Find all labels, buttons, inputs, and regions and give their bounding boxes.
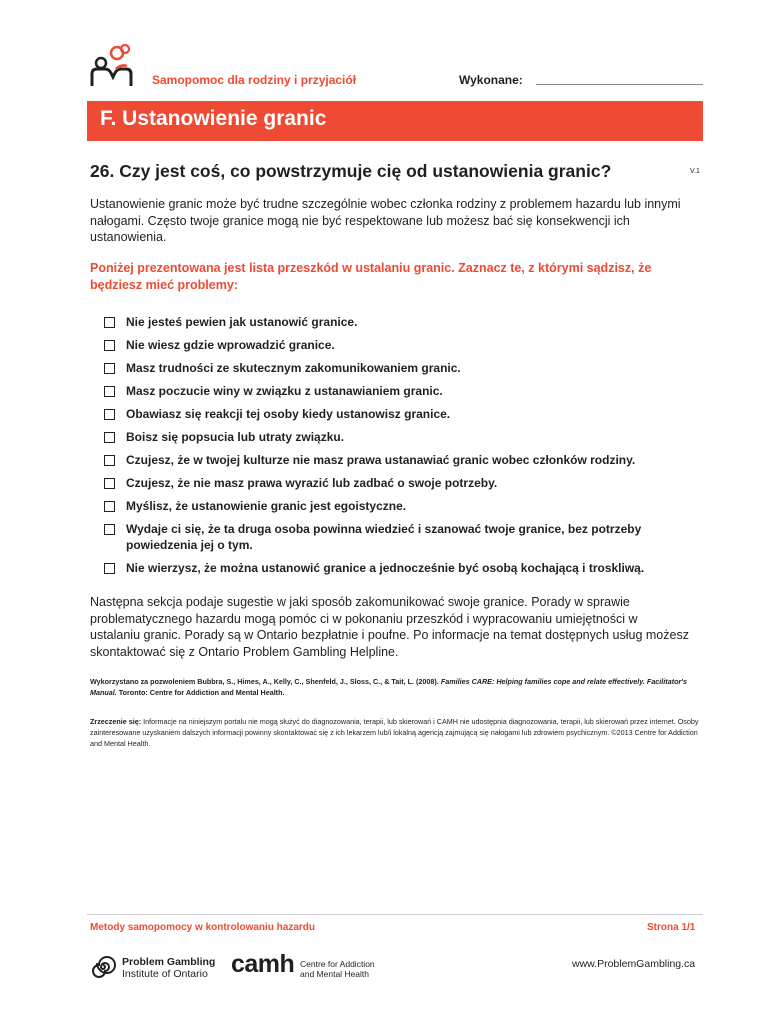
checklist-item bbox=[104, 452, 704, 468]
citation-title: Families CARE: Helping families cope and relate effectively. Facilitator's Manual. bbox=[90, 677, 687, 697]
camh-line1: Centre for Addiction bbox=[300, 959, 375, 969]
checkbox[interactable] bbox=[104, 340, 115, 351]
checklist-item bbox=[104, 383, 704, 399]
checklist-item-label: Masz poczucie winy w związku z ustanawianiem granic. bbox=[126, 384, 443, 398]
pgio-logo-text bbox=[122, 956, 215, 980]
section-title: F. Ustanowienie granic bbox=[100, 107, 327, 130]
disclaimer-label: Zrzeczenie się: bbox=[90, 717, 142, 726]
checklist-item-label: Boisz się popsucia lub utraty związku. bbox=[126, 430, 345, 444]
citation-suffix: Toronto: Centre for Addiction and Mental Health. bbox=[116, 688, 285, 697]
page-number: Strona 1/1 bbox=[647, 922, 696, 933]
checkbox[interactable] bbox=[104, 455, 115, 466]
footer-divider bbox=[87, 914, 703, 915]
checklist-item-label: Nie wierzysz, że można ustanowić granice a jednocześnie być osobą kochającą i troskliwą. bbox=[126, 561, 645, 575]
checkbox[interactable] bbox=[104, 363, 115, 374]
website-link[interactable]: www.ProblemGambling.ca bbox=[572, 958, 696, 970]
checklist-item bbox=[104, 337, 704, 353]
checkbox[interactable] bbox=[104, 563, 115, 574]
checklist-item bbox=[104, 429, 704, 445]
pgio-line1: Problem Gambling bbox=[122, 956, 216, 968]
camh-logo-text bbox=[300, 959, 375, 979]
instruction-text: Poniżej prezentowana jest lista przeszkód w ustalaniu granic. Zaznacz te, z którymi sądzisz, że będziesz mieć problemy: bbox=[90, 261, 652, 292]
intro-paragraph: Ustanowienie granic może być trudne szczególnie wobec członka rodziny z problemem hazardu lub innymi nałogami. Często twoje granice mogą nie być respektowane lub możesz bać się konsekwencji ich ustanowienia. bbox=[90, 197, 681, 244]
checklist-item bbox=[104, 360, 704, 376]
checklist-item bbox=[104, 406, 704, 422]
checklist-item bbox=[104, 475, 704, 491]
checklist-item-label: Myślisz, że ustanowienie granic jest egoistyczne. bbox=[126, 499, 407, 513]
family-logo-icon bbox=[88, 44, 136, 92]
disclaimer bbox=[90, 716, 700, 749]
version-label: V.1 bbox=[690, 168, 700, 175]
checkbox[interactable] bbox=[104, 432, 115, 443]
completed-date-field[interactable] bbox=[536, 84, 703, 85]
footer-title: Metody samopomocy w kontrolowaniu hazardu bbox=[90, 922, 316, 933]
next-section-paragraph: Następna sekcja podaje sugestie w jaki sposób zakomunikować swoje granice. Porady w sprawie problematycznego hazardu mogą pomóc ci w pokonaniu przeszkód i wypracowaniu umiejętności w ustalaniu granic. Porady są w Ontario bezpłatnie i poufne. Po informacje na temat dostępnych usług możesz skontaktować się z Ontario Problem Gambling Helpline. bbox=[90, 595, 689, 659]
checklist-item bbox=[104, 560, 704, 576]
pgio-line2: Institute of Ontario bbox=[122, 968, 208, 980]
completed-label: Wykonane: bbox=[459, 73, 523, 87]
checkbox[interactable] bbox=[104, 317, 115, 328]
camh-line2: and Mental Health bbox=[300, 969, 369, 979]
disclaimer-text: Informacje na niniejszym portalu nie mogą służyć do diagnozowania, terapii, lub skierowań i CAMH nie udostępnia diagnozowania, terapii, lub skierowań przez internet. Osoby zainteresowane uzyskaniem dalszych informacji powinny skontaktować się z ich lekarzem lub/i lokalną agencją zajmującą się nałogami lub zdrowiem psychicznym. ©2013 Centre for Addiction and Mental Health. bbox=[90, 717, 699, 748]
camh-logo: camh bbox=[231, 950, 295, 978]
checkbox[interactable] bbox=[104, 409, 115, 420]
checklist-item-label: Czujesz, że nie masz prawa wyrazić lub zadbać o swoje potrzeby. bbox=[126, 476, 498, 490]
checklist-item-label: Obawiasz się reakcji tej osoby kiedy ustanowisz granice. bbox=[126, 407, 451, 421]
checklist-item bbox=[104, 314, 704, 330]
checklist-item-label: Czujesz, że w twojej kulturze nie masz prawa ustanawiać granic wobec członków rodziny. bbox=[126, 453, 636, 467]
question-title: 26. Czy jest coś, co powstrzymuje cię od ustanowienia granic? bbox=[90, 161, 612, 181]
checkbox[interactable] bbox=[104, 386, 115, 397]
checkbox[interactable] bbox=[104, 501, 115, 512]
spiral-logo-icon bbox=[90, 954, 116, 980]
checkbox[interactable] bbox=[104, 478, 115, 489]
checklist-item-label: Nie wiesz gdzie wprowadzić granice. bbox=[126, 338, 335, 352]
checklist-item-label: Nie jesteś pewien jak ustanowić granice. bbox=[126, 315, 358, 329]
checklist-item bbox=[104, 498, 704, 514]
checklist-item-label: Masz trudności ze skutecznym zakomunikowaniem granic. bbox=[126, 361, 461, 375]
obstacle-checklist bbox=[104, 314, 704, 583]
checklist-item-label: Wydaje ci się, że ta druga osoba powinna wiedzieć i szanować twoje granice, bez potrzeby powiedzenia jej o tym. bbox=[126, 522, 642, 552]
checklist-item bbox=[104, 521, 704, 553]
citation-prefix: Wykorzystano za pozwoleniem Bubbra, S., Himes, A., Kelly, C., Shenfeld, J., Sloss, C., & Tait, L. (2008). bbox=[90, 677, 441, 686]
checkbox[interactable] bbox=[104, 524, 115, 535]
header-subtitle: Samopomoc dla rodziny i przyjaciół bbox=[152, 73, 357, 87]
citation bbox=[90, 676, 700, 698]
